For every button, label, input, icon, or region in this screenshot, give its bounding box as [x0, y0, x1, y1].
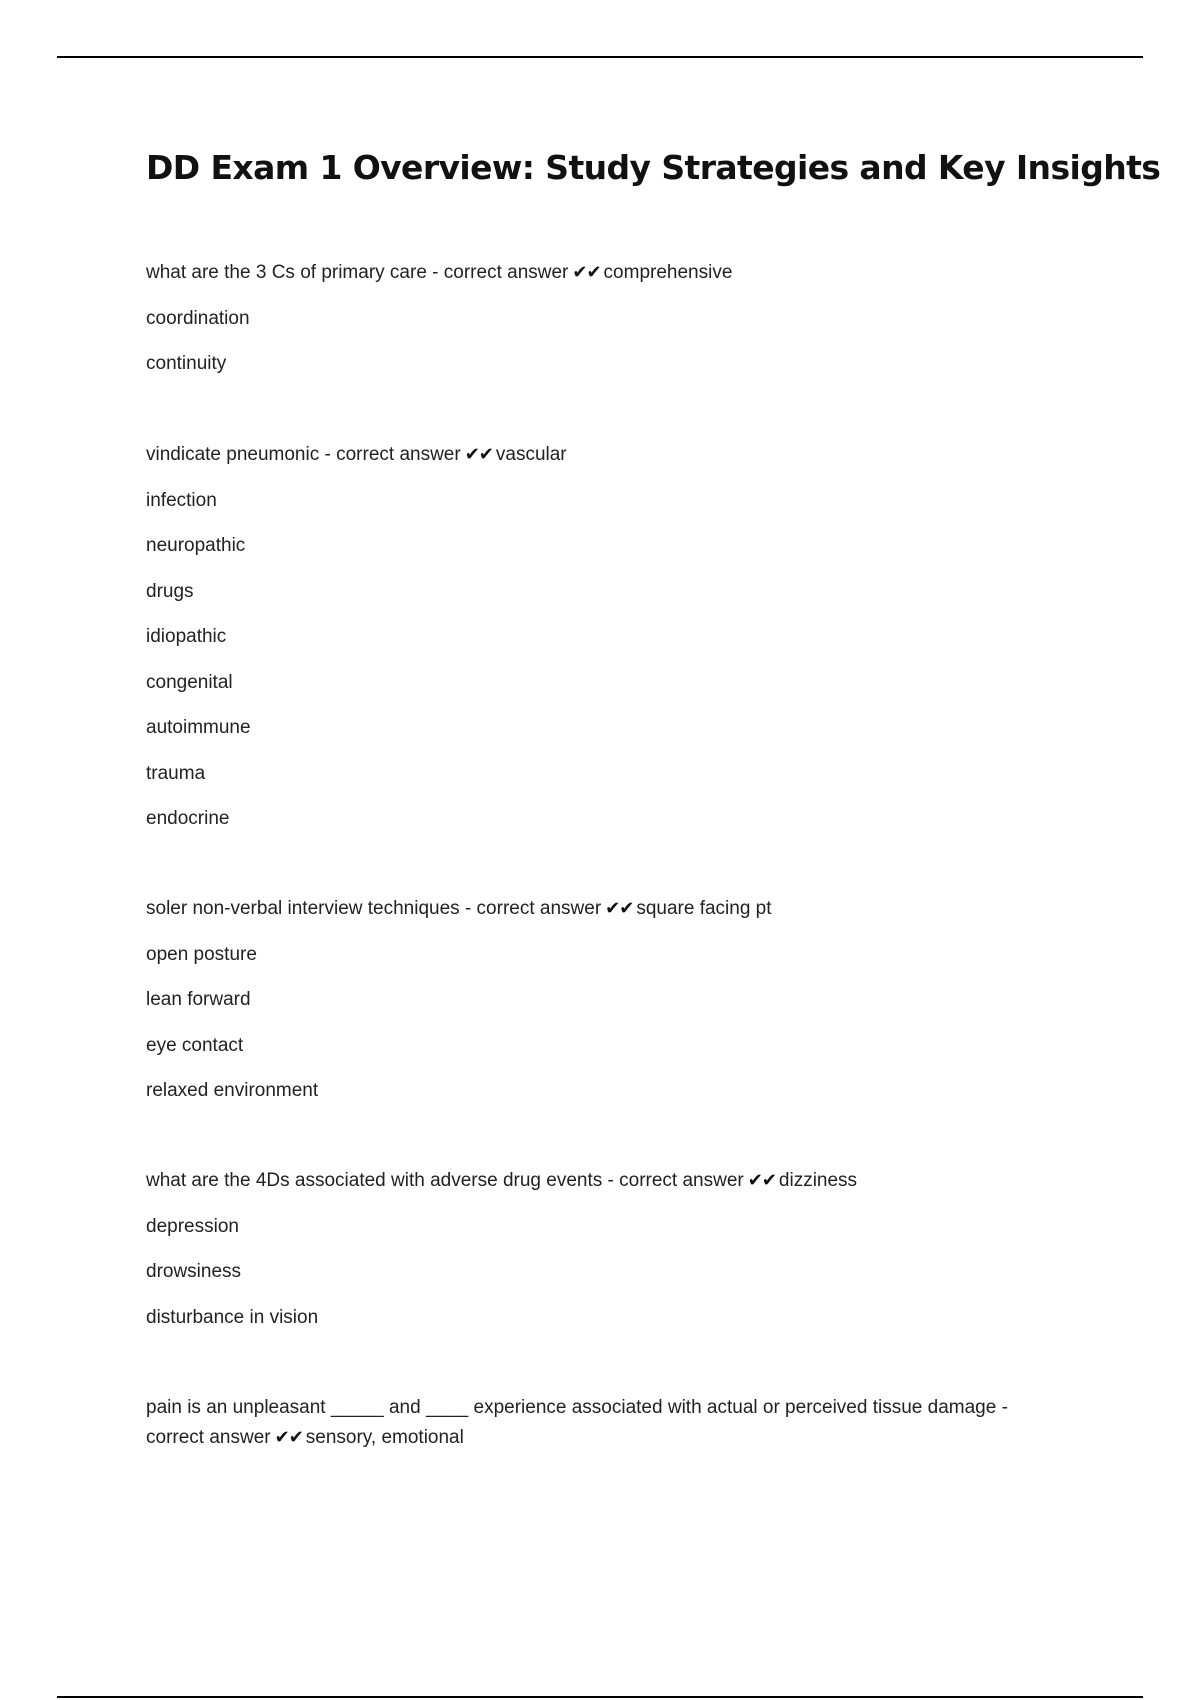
double-check-icon: ✔✔ [605, 898, 634, 919]
answer-line: eye contact [146, 1034, 244, 1056]
answer-text: dizziness [778, 1170, 858, 1191]
answer-line: drugs [146, 580, 194, 602]
answer-text: square facing pt [636, 898, 772, 919]
question-text: what are the 3 Cs of primary care - correct answer [146, 262, 569, 283]
answer-line: continuity [146, 353, 227, 374]
question-text: correct answer [146, 1427, 271, 1448]
answer-line: drowsiness [146, 1261, 242, 1282]
document-title: DD Exam 1 Overview: Study Strategies and Key Insights [146, 148, 1161, 187]
question-line [146, 440, 1046, 470]
question-line [146, 258, 1046, 288]
question-line [146, 1423, 1046, 1453]
answer-line: disturbance in vision [146, 1306, 319, 1328]
answer-text: vascular [495, 444, 567, 465]
answer-line: open posture [146, 943, 257, 965]
double-check-icon: ✔✔ [747, 1170, 776, 1191]
double-check-icon: ✔✔ [464, 444, 493, 465]
qa-item [146, 258, 1046, 395]
answer-line: relaxed environment [146, 1080, 319, 1101]
question-line [146, 894, 1046, 924]
answer-text: comprehensive [603, 262, 733, 283]
question-line: pain is an unpleasant _____ and ____ experience associated with actual or perceived tissue damage - [146, 1397, 1008, 1418]
answer-line: infection [146, 489, 217, 511]
answer-line: coordination [146, 307, 250, 329]
answer-line: trauma [146, 762, 206, 784]
question-text: what are the 4Ds associated with adverse drug events - correct answer [146, 1170, 744, 1191]
answer-line: idiopathic [146, 626, 227, 647]
answer-line: neuropathic [146, 535, 246, 556]
answer-line: congenital [146, 671, 233, 693]
answer-line: endocrine [146, 808, 230, 829]
answer-text: sensory, emotional [305, 1427, 464, 1448]
bottom-rule [57, 1696, 1143, 1698]
qa-item [146, 1393, 1046, 1453]
double-check-icon: ✔✔ [274, 1427, 303, 1448]
top-rule [57, 56, 1143, 58]
double-check-icon: ✔✔ [572, 262, 601, 283]
qa-item [146, 440, 1046, 850]
question-text: soler non-verbal interview techniques - correct answer [146, 898, 602, 919]
qa-item [146, 894, 1046, 1122]
qa-item [146, 1166, 1046, 1348]
answer-line: autoimmune [146, 717, 251, 738]
question-text: vindicate pneumonic - correct answer [146, 444, 461, 465]
question-line [146, 1166, 1046, 1196]
answer-line: depression [146, 1215, 239, 1237]
answer-line: lean forward [146, 989, 251, 1010]
